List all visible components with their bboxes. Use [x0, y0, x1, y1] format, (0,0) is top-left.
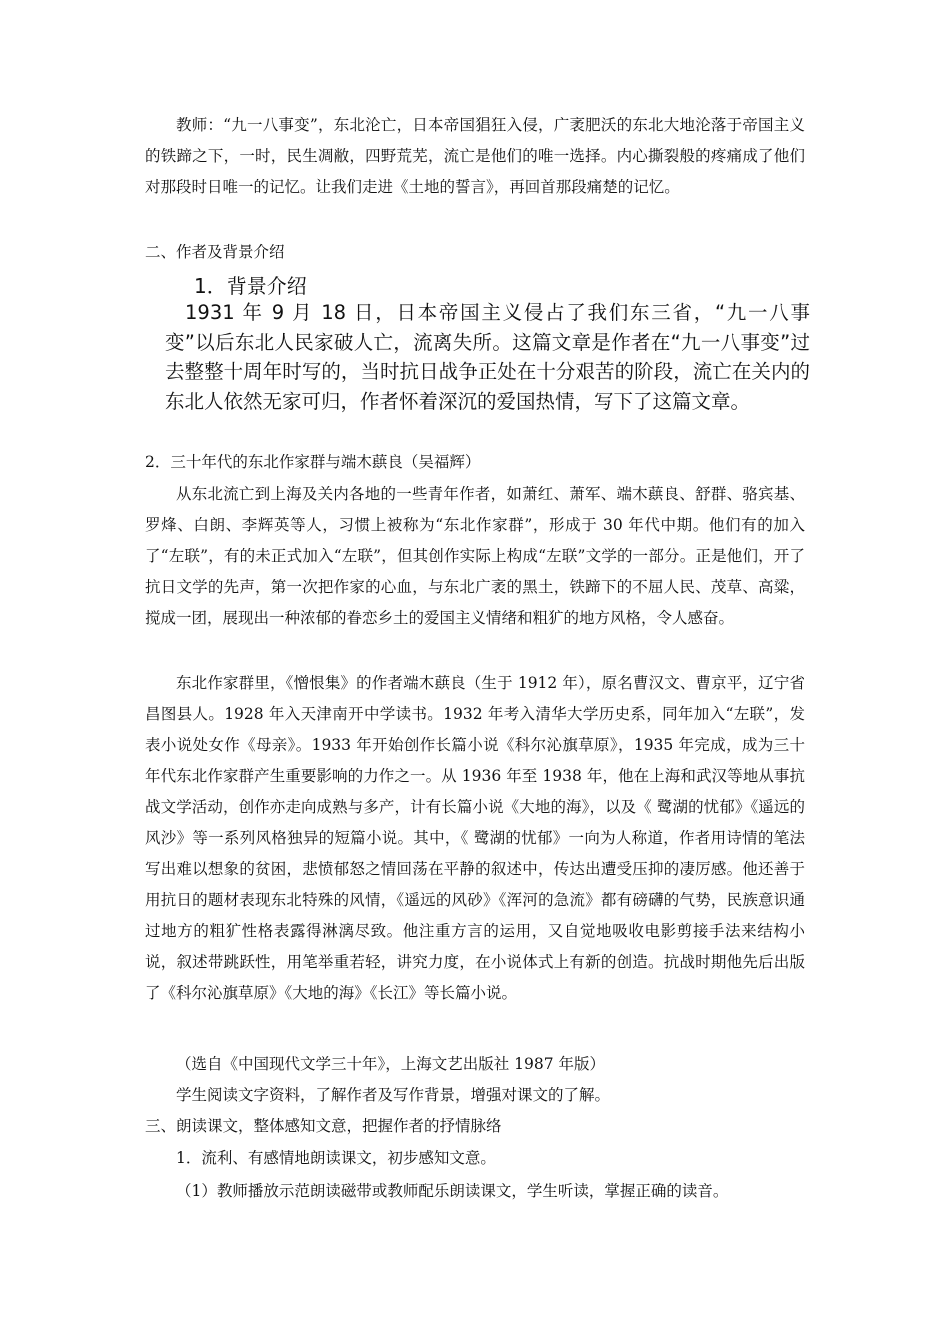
reading-item-1: 1．流利、有感情地朗读课文，初步感知文意。 — [176, 1149, 496, 1167]
source-citation: （选自《中国现代文学三十年》，上海文艺出版社 1987 年版） — [176, 1055, 606, 1073]
background-intro-body: 1931 年 9 月 18 日，日本帝国主义侵占了我们东三省，“九一八事变”以后东北人民家破人亡，流离失所。这篇文章是作者在“九一八事变”过去整整十周年时写的，当时抗日战争正处在十分艰苦的阶段，流亡在关内的东北人依然无家可归，作者怀着深沉的爱国热情，写下了这篇文章。 — [165, 301, 810, 413]
reading-item-1-1: （1）教师播放示范朗读磁带或教师配乐朗读课文，学生听读，掌握正确的读音。 — [176, 1182, 729, 1200]
student-reading-note: 学生阅读文字资料，了解作者及写作背景，增强对课文的了解。 — [176, 1086, 611, 1104]
teacher-intro-paragraph: 教师：“九一八事变”，东北沦亡，日本帝国猖狂入侵，广袤肥沃的东北大地沦落于帝国主义的铁蹄之下，一时，民生凋敝，四野荒芜，流亡是他们的唯一选择。内心撕裂般的疼痛成了他们对那段时日唯一的记忆。让我们走进《土地的誓言》，再回首那段痛楚的记忆。 — [145, 116, 805, 196]
section-heading-author-background: 二、作者及背景介绍 — [145, 243, 285, 261]
background-intro-title: 1．背景介绍 — [194, 274, 307, 298]
writers-group-heading: 2．三十年代的东北作家群与端木蕻良（吴福辉） — [145, 453, 481, 471]
duanmu-hongliang-paragraph: 东北作家群里，《憎恨集》的作者端木蕻良（生于 1912 年），原名曹汉文、曹京平，辽宁省昌图县人。1928 年入天津南开中学读书。1932 年考入清华大学历史系，同年加入“左联”，发表小说处女作《母亲》。1933 年开始创作长篇小说《科尔沁旗草原》，1935 年完成，成为三十年代东北作家群产生重要影响的力作之一。从 1936 年至 1938 年，他在上海和武汉等地从事抗战文学活动，创作亦走向成熟与多产，计有长篇小说《大地的海》，以及《 鹭湖的忧郁》《遥远的风沙》等一系列风格独异的短篇小说。其中，《 鹭湖的忧郁》一向为人称道，作者用诗情的笔法写出难以想象的贫困，悲愤郁怒之情回荡在平静的叙述中，传达出遭受压抑的凄厉感。他还善于用抗日的题材表现东北特殊的风情，《遥远的风砂》《浑河的急流》都有磅礴的气势，民族意识通过地方的粗犷性格表露得淋漓尽致。他注重方言的运用，又自觉地吸收电影剪接手法来结构小说，叙述带跳跃性，用笔举重若轻，讲究力度，在小说体式上有新的创造。抗战时期他先后出版了《科尔沁旗草原》《大地的海》《长江》等长篇小说。 — [145, 674, 805, 1002]
northeast-writers-paragraph: 从东北流亡到上海及关内各地的一些青年作者，如萧红、萧军、端木蕻良、舒群、骆宾基、罗烽、白朗、李辉英等人，习惯上被称为“东北作家群”，形成于 30 年代中期。他们有的加入了“左联”，有的未正式加入“左联”，但其创作实际上构成“左联”文学的一部分。正是他们，开了抗日文学的先声，第一次把作家的心血，与东北广袤的黑土，铁蹄下的不屈人民、茂草、高粱，搅成一团，展现出一种浓郁的眷恋乡土的爱国主义情绪和粗犷的地方风格，令人感奋。 — [145, 485, 805, 627]
section-heading-reading: 三、朗读课文，整体感知文意，把握作者的抒情脉络 — [145, 1117, 502, 1135]
